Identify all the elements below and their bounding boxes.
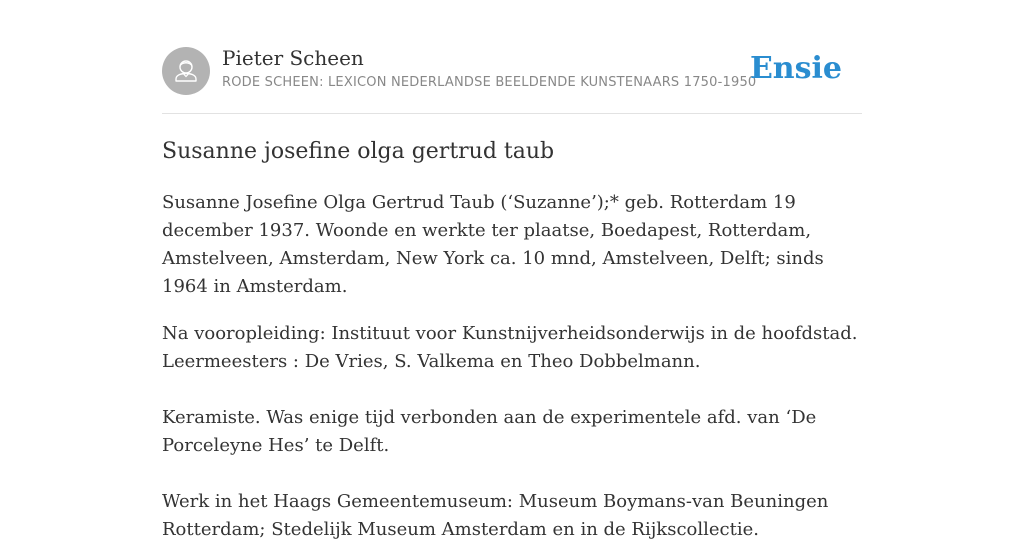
header-divider xyxy=(162,113,862,114)
user-icon xyxy=(162,47,210,95)
author-avatar[interactable] xyxy=(162,47,210,95)
article-paragraph: Na vooropleiding: Instituut voor Kunstnijverheidsonderwijs in de hoofdstad. Leermeesters : De Vries, S. Valkema en Theo Dobbelmann. Keramiste. Was enige tijd verbonden aan de experimentele afd. van ‘De Porceleyne Hes’ te Delft. Werk in het Haags Gemeentemuseum: Museum Boymans-van Beuningen Rotterdam; Stedelijk Museum Amsterdam en in de Rijkscollectie. xyxy=(162,323,858,540)
article-body xyxy=(162,136,862,544)
article-header xyxy=(162,46,862,96)
source-label[interactable]: RODE SCHEEN: LEXICON NEDERLANDSE BEELDENDE KUNSTENAARS 1750-1950 xyxy=(222,75,757,90)
article-paragraph: Susanne Josefine Olga Gertrud Taub (‘Suzanne’);* geb. Rotterdam 19 december 1937. Woonde en werkte ter plaatse, Boedapest, Rotterdam, Amstelveen, Amsterdam, New York ca. 10 mnd, Amstelveen, Delft; sinds 1964 in Amsterdam. xyxy=(162,192,824,297)
article-title: Susanne josefine olga gertrud taub xyxy=(162,139,555,164)
author-name[interactable]: Pieter Scheen xyxy=(222,46,364,70)
ensie-logo[interactable]: Ensie xyxy=(749,51,842,86)
